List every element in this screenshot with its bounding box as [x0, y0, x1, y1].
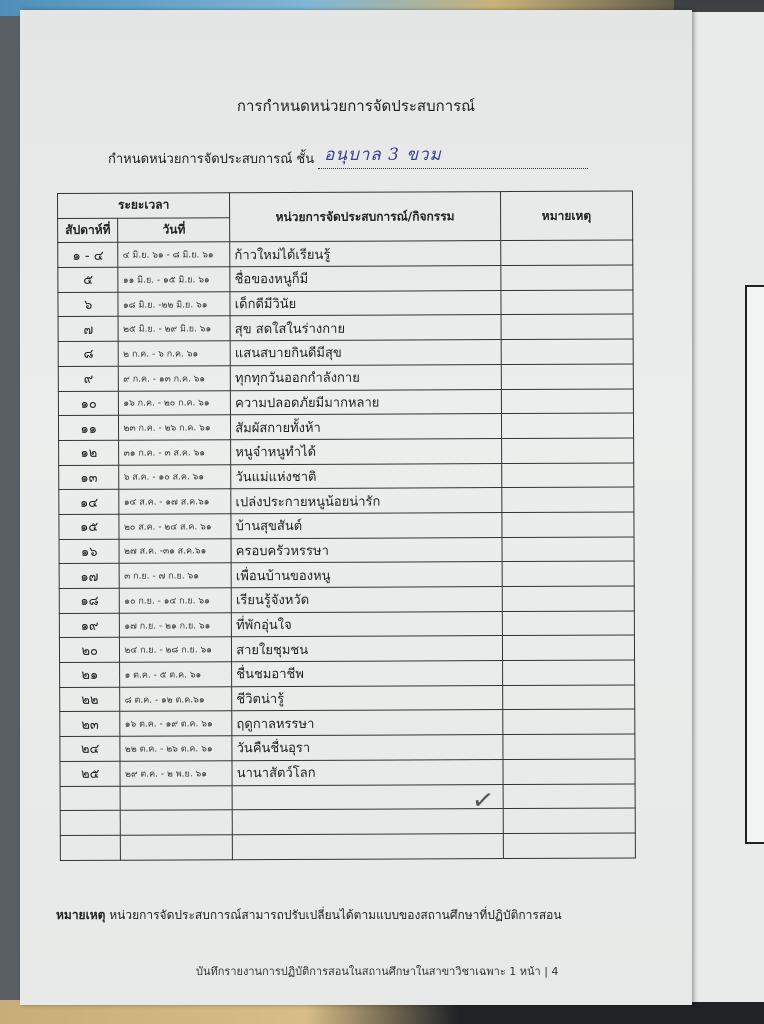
table-row	[59, 487, 634, 514]
cell-unit: วันคืนชื่นอุรา	[232, 735, 503, 761]
cell-note	[501, 463, 633, 488]
cell-date: ๒๙ ต.ค. - ๒ พ.ย. ๖๑	[120, 761, 232, 786]
cell-week: ๑๔	[59, 489, 120, 514]
cell-date: ๖ ส.ค. - ๑๐ ส.ค. ๖๑	[119, 464, 231, 489]
header-note: หมายเหตุ	[500, 191, 632, 241]
cell-unit: วันแม่แห่งชาติ	[231, 463, 502, 489]
cell-date: ๑๑ มิ.ย. - ๑๕ มิ.ย. ๖๑	[118, 267, 230, 292]
table-row	[60, 833, 635, 860]
table-row	[58, 364, 633, 391]
cell-week	[60, 810, 121, 835]
cell-week: ๑๑	[58, 415, 119, 440]
table-row	[60, 734, 635, 761]
table-row	[58, 290, 633, 317]
cell-note	[502, 635, 634, 660]
cell-unit: ครอบครัวหรรษา	[231, 537, 502, 563]
cell-date	[121, 785, 233, 810]
cell-date: ๒๒ ต.ค. - ๒๖ ต.ค. ๖๑	[120, 736, 232, 761]
cell-note	[501, 339, 633, 364]
cell-date	[121, 810, 233, 835]
cell-note	[501, 290, 633, 315]
cell-week: ๑๕	[59, 514, 120, 539]
cell-week	[60, 786, 121, 811]
header-unit: หน่วยการจัดประสบการณ์/กิจกรรม	[230, 192, 501, 243]
table-row	[60, 709, 635, 736]
footnote-text: หน่วยการจัดประสบการณ์สามารถปรับเปลี่ยนได้ตามแบบของสถานศึกษาที่ปฏิบัติการสอน	[105, 908, 562, 922]
cell-date: ๓๑ ก.ค. - ๓ ส.ค. ๖๑	[119, 440, 231, 465]
cell-week: ๕	[58, 267, 119, 292]
cell-unit	[232, 809, 503, 835]
table-row	[60, 660, 635, 687]
cell-week: ๑๐	[58, 391, 119, 416]
table-row	[59, 438, 634, 465]
cell-week: ๒๓	[60, 712, 121, 737]
cell-unit: ฤดูกาลหรรษา	[232, 710, 503, 736]
page-title: การกำหนดหน่วยการจัดประสบการณ์	[236, 97, 476, 115]
footnote-label: หมายเหตุ	[56, 908, 106, 922]
table-row	[58, 339, 633, 366]
class-label: กำหนดหน่วยการจัดประสบการณ์ ชั้น	[108, 152, 315, 167]
cell-unit: ชื่อของหนูก็มี	[230, 266, 501, 292]
cell-unit: ชีวิตน่ารู้	[232, 685, 503, 711]
cell-note	[502, 660, 634, 685]
cell-note	[503, 734, 635, 759]
cell-week: ๖	[58, 292, 119, 317]
cell-unit: ที่พักอุ่นใจ	[232, 611, 503, 637]
table-row	[60, 759, 635, 786]
header-date: วันที่	[118, 217, 230, 242]
cell-note	[503, 833, 635, 858]
cell-unit	[232, 833, 503, 859]
cell-note	[502, 561, 634, 586]
cell-date: ๒๗ ส.ค. -๓๑ ส.ค.๖๑	[119, 538, 231, 563]
cell-note	[501, 438, 633, 463]
table-row	[60, 685, 635, 712]
cell-date: ๑๘ มิ.ย. -๒๒ มิ.ย. ๖๑	[118, 291, 230, 316]
cell-week: ๑๓	[59, 465, 120, 490]
cell-week: ๗	[58, 317, 119, 342]
cell-date: ๑ ต.ค. - ๕ ต.ค. ๖๑	[120, 662, 232, 687]
adjacent-page-frame	[745, 285, 764, 844]
cell-date: ๑๗ ก.ย. - ๒๑ ก.ย. ๖๑	[120, 612, 232, 637]
table-row	[59, 586, 634, 613]
cell-unit: เด็กดีมีวินัย	[230, 290, 501, 316]
cell-unit: ชื่นชมอาชีพ	[232, 661, 503, 687]
header-period: ระยะเวลา	[58, 193, 230, 218]
cell-week: ๘	[58, 341, 119, 366]
cell-note	[502, 586, 634, 611]
cell-note	[502, 611, 634, 636]
cell-week: ๑๒	[59, 440, 120, 465]
table-row	[59, 463, 634, 490]
table-row	[58, 388, 633, 415]
cell-date: ๘ ต.ค. - ๑๒ ต.ค.๖๑	[120, 686, 232, 711]
cell-unit: เปล่งประกายหนูน้อยน่ารัก	[231, 488, 502, 514]
cell-week: ๒๕	[60, 761, 121, 786]
cell-date: ๙ ก.ค. - ๑๓ ก.ค. ๖๑	[119, 366, 231, 391]
units-table	[57, 190, 636, 860]
cell-unit: สุข สดใสในร่างกาย	[230, 315, 501, 341]
cell-unit: ทุกทุกวันออกกำลังกาย	[230, 364, 501, 390]
cell-unit	[232, 784, 503, 810]
cell-unit: ความปลอดภัยมีมากหลาย	[231, 389, 502, 415]
cell-date: ๒๕ มิ.ย. - ๒๙ มิ.ย. ๖๑	[119, 316, 231, 341]
cell-note	[501, 265, 633, 290]
table-row	[58, 265, 633, 292]
cell-week: ๑๙	[59, 613, 120, 638]
document-page	[20, 10, 692, 1005]
cell-note	[501, 314, 633, 339]
footnote	[56, 906, 562, 925]
cell-note	[503, 709, 635, 734]
cell-week: ๑ - ๔	[58, 243, 119, 268]
cell-unit: เรียนรู้จังหวัด	[231, 587, 502, 613]
class-handwritten-value: อนุบาล 3 ขวม	[324, 145, 442, 165]
table-row	[58, 413, 633, 440]
table-row	[58, 240, 633, 267]
cell-week: ๒๐	[59, 638, 120, 663]
cell-unit: หนูจ๋าหนูทำได้	[231, 438, 502, 464]
cell-note	[503, 808, 635, 833]
cell-note	[502, 537, 634, 562]
cell-note	[502, 487, 634, 512]
page-footer: บันทึกรายงานการปฏิบัติการสอนในสถานศึกษาในสาขาวิชาเฉพาะ 1 หน้า | 4	[196, 965, 559, 978]
cell-date: ๔ มิ.ย. ๖๑ - ๘ มิ.ย. ๖๑	[118, 242, 230, 267]
table-row	[58, 314, 633, 341]
cell-date: ๒๐ ส.ค. - ๒๔ ส.ค. ๖๑	[119, 514, 231, 539]
table-row	[59, 512, 634, 539]
cell-date: ๑๖ ก.ค. - ๒๐ ก.ค. ๖๑	[119, 390, 231, 415]
cell-date: ๑๔ ส.ค. - ๑๗ ส.ค.๖๑	[119, 489, 231, 514]
class-line	[108, 145, 588, 169]
cell-note	[502, 685, 634, 710]
cell-date: ๑๖ ต.ค. - ๑๙ ต.ค. ๖๑	[120, 711, 232, 736]
footer-page-number: 4	[551, 965, 559, 978]
cell-week: ๒๑	[60, 662, 121, 687]
cell-unit: นานาสัตว์โลก	[232, 759, 503, 785]
cell-date: ๓ ก.ย. - ๗ ก.ย. ๖๑	[120, 563, 232, 588]
header-week: สัปดาห์ที่	[58, 218, 119, 243]
cell-date	[121, 835, 233, 860]
cell-unit: สายใยชุมชน	[232, 636, 503, 662]
cell-unit: ก้าวใหม่ได้เรียนรู้	[230, 241, 501, 267]
table-row	[60, 808, 635, 835]
cell-note	[501, 364, 633, 389]
cell-note	[501, 388, 633, 413]
cell-week: ๒๒	[60, 687, 121, 712]
cell-date: ๑๐ ก.ย. - ๑๔ ก.ย. ๖๑	[120, 588, 232, 613]
cell-note	[503, 783, 635, 808]
cell-date: ๒๓ ก.ค. - ๒๖ ก.ค. ๖๑	[119, 415, 231, 440]
cell-week: ๙	[58, 366, 119, 391]
footer-page-label: หน้า	[519, 965, 541, 978]
cell-date: ๒๔ ก.ย. - ๒๘ ก.ย. ๖๑	[120, 637, 232, 662]
table-body	[58, 240, 636, 860]
cell-note	[501, 413, 633, 438]
footer-text: บันทึกรายงานการปฏิบัติการสอนในสถานศึกษาในสาขาวิชาเฉพาะ 1	[196, 965, 517, 978]
cell-unit: เพื่อนบ้านของหนู	[231, 562, 502, 588]
checkmark: ✓	[470, 784, 496, 818]
table-row	[59, 561, 634, 588]
table-row	[59, 611, 634, 638]
table-row	[59, 635, 634, 662]
table-row	[60, 783, 635, 810]
cell-unit: บ้านสุขสันต์	[231, 513, 502, 539]
cell-unit: แสนสบายกินดีมีสุข	[230, 340, 501, 366]
table-row	[59, 537, 634, 564]
cell-week: ๑๖	[59, 539, 120, 564]
cell-week: ๑๘	[59, 588, 120, 613]
cell-note	[502, 512, 634, 537]
cell-note	[500, 240, 632, 265]
class-fill-line	[318, 145, 588, 169]
cell-unit: สัมผัสกายทั้งห้า	[231, 414, 502, 440]
cell-week: ๒๔	[60, 736, 121, 761]
cell-date: ๒ ก.ค. - ๖ ก.ค. ๖๑	[119, 341, 231, 366]
cell-week: ๑๗	[59, 564, 120, 589]
cell-week	[60, 835, 121, 860]
cell-note	[503, 759, 635, 784]
